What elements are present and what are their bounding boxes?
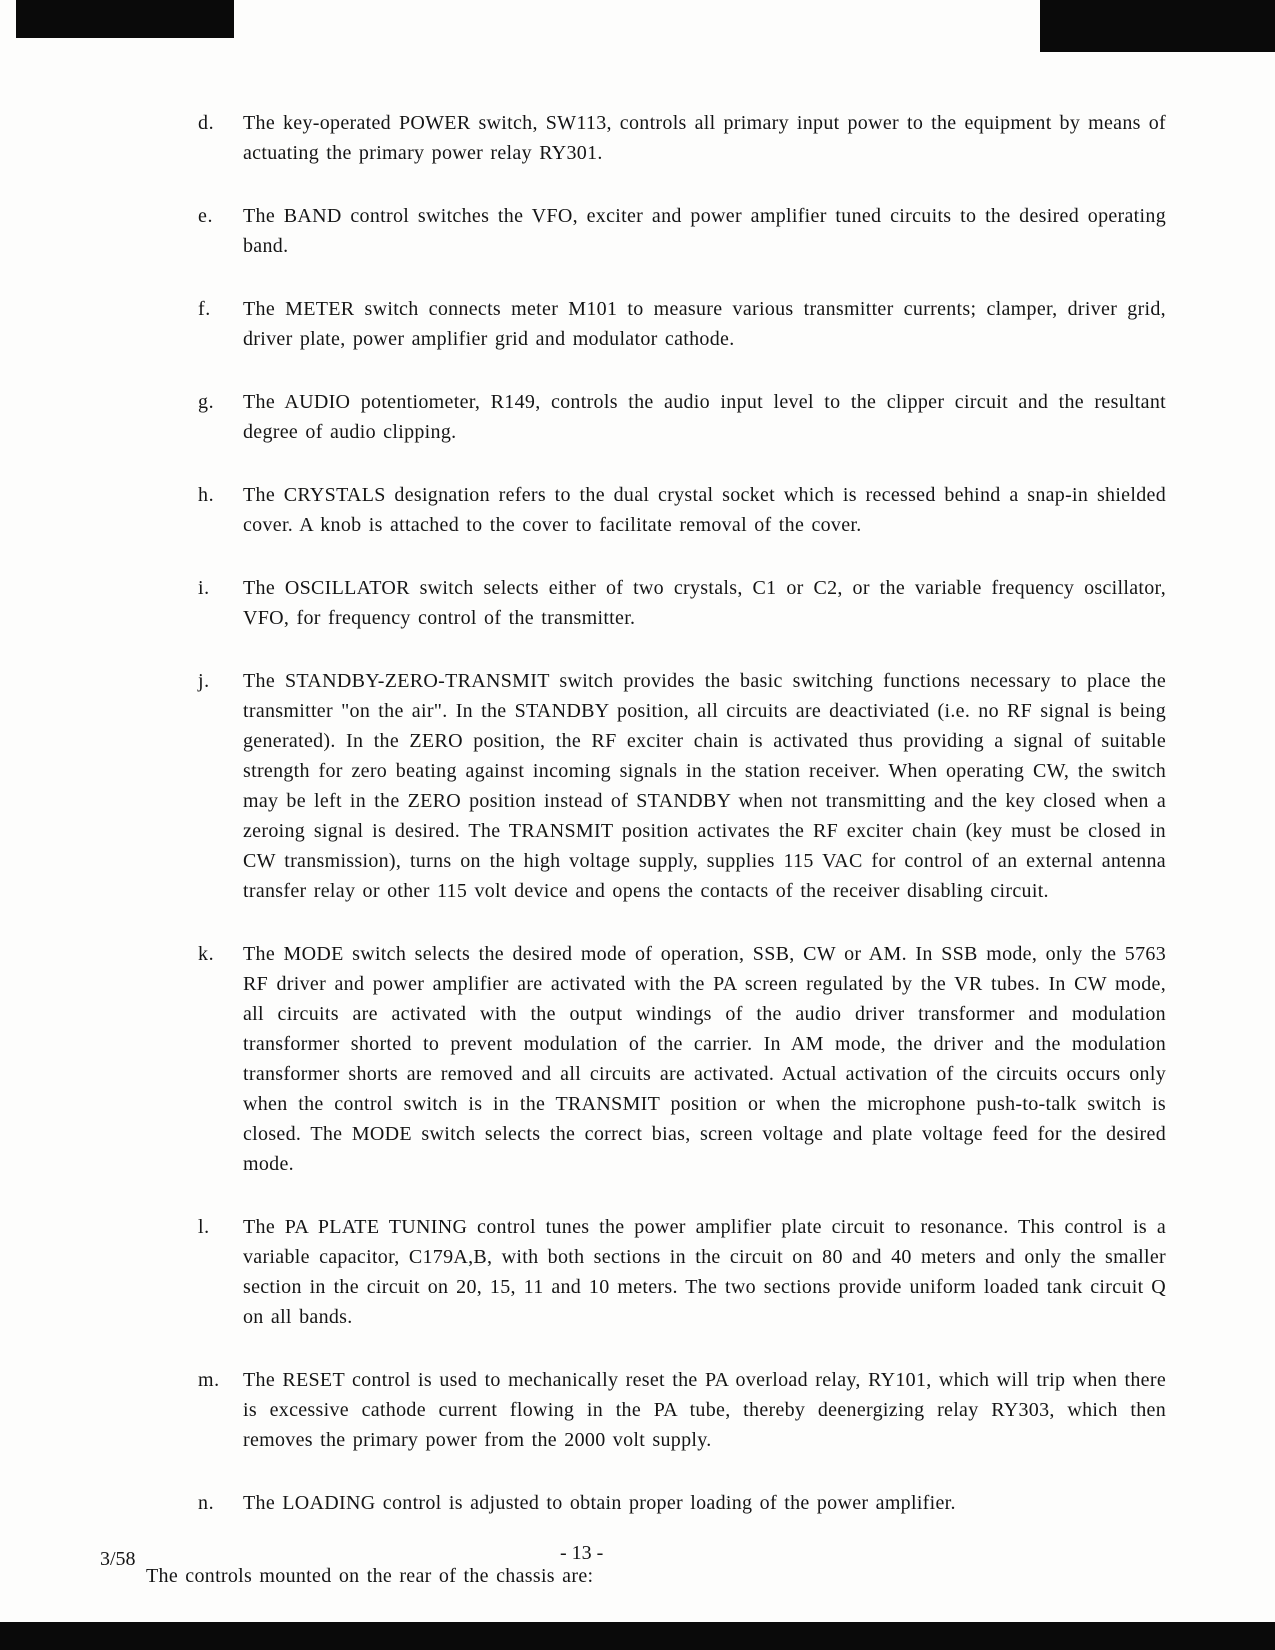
list-item-j (198, 666, 1166, 906)
item-text: The AUDIO potentiometer, R149, controls the audio input level to the clipper circuit and the resultant degree of audio clipping. (243, 391, 1166, 443)
item-letter: g. (198, 391, 215, 413)
list-item-g (198, 387, 1166, 447)
list-item-d (198, 108, 1166, 168)
list-item-h (198, 480, 1166, 540)
item-letter: l. (198, 1216, 210, 1238)
item-text: The BAND control switches the VFO, exciter and power amplifier tuned circuits to the desired operating band. (243, 205, 1166, 257)
list-item-m (198, 1365, 1166, 1455)
page-content (146, 108, 1166, 1591)
item-letter: e. (198, 205, 214, 227)
list-item-e (198, 201, 1166, 261)
list-item-i (198, 573, 1166, 633)
item-text: The RESET control is used to mechanically reset the PA overload relay, RY101, which will trip when there is excessive cathode current flowing in the PA tube, thereby deenergizing relay RY303, which then removes the primary power from the 2000 volt supply. (243, 1369, 1166, 1451)
item-letter: d. (198, 112, 215, 134)
item-text: The MODE switch selects the desired mode of operation, SSB, CW or AM. In SSB mode, only the 5763 RF driver and power amplifier are activated with the PA screen regulated by the VR tubes. In CW mode, all circuits are activated with the output windings of the audio driver transformer and modulation transformer shorted to prevent modulation of the carrier. In AM mode, the driver and the modulation transformer shorts are removed and all circuits are activated. Actual activation of the circuits occurs only when the control switch is in the TRANSMIT position or when the microphone push-to-talk switch is closed. The MODE switch selects the correct bias, screen voltage and plate voltage feed for the desired mode. (243, 943, 1166, 1175)
scan-artifact-top-right (1040, 0, 1275, 52)
item-text: The STANDBY-ZERO-TRANSMIT switch provides the basic switching functions necessary to place the transmitter "on the air". In the STANDBY position, all circuits are deactiviated (i.e. no RF signal is being generated). In the ZERO position, the RF exciter chain is activated thus providing a signal of suitable strength for zero beating against incoming signals in the station receiver. When operating CW, the switch may be left in the ZERO position instead of STANDBY when not transmitting and the key closed when a zeroing signal is desired. The TRANSMIT position activates the RF exciter chain (key must be closed in CW transmission), turns on the high voltage supply, supplies 115 VAC for control of an external antenna transfer relay or other 115 volt device and opens the contacts of the receiver disabling circuit. (243, 670, 1166, 902)
item-text: The CRYSTALS designation refers to the dual crystal socket which is recessed behind a snap-in shielded cover. A knob is attached to the cover to facilitate removal of the cover. (243, 484, 1166, 536)
item-text: The PA PLATE TUNING control tunes the power amplifier plate circuit to resonance. This control is a variable capacitor, C179A,B, with both sections in the circuit on 80 and 40 meters and only the smaller section in the circuit on 20, 15, 11 and 10 meters. The two sections provide uniform loaded tank circuit Q on all bands. (243, 1216, 1166, 1328)
scan-artifact-bottom (0, 1622, 1275, 1650)
item-letter: m. (198, 1369, 220, 1391)
item-text: The METER switch connects meter M101 to measure various transmitter currents; clamper, driver grid, driver plate, power amplifier grid and modulator cathode. (243, 298, 1166, 350)
item-letter: f. (198, 298, 211, 320)
list-item-l (198, 1212, 1166, 1332)
footer-page-number: - 13 - (560, 1542, 604, 1564)
list-item-k (198, 939, 1166, 1179)
closing-line: The controls mounted on the rear of the chassis are: (146, 1565, 594, 1587)
footer-date: 3/58 (100, 1548, 136, 1570)
list-item-n (198, 1488, 1166, 1518)
item-text: The OSCILLATOR switch selects either of two crystals, C1 or C2, or the variable frequency oscillator, VFO, for frequency control of the transmitter. (243, 577, 1166, 629)
item-letter: k. (198, 943, 215, 965)
item-text: The LOADING control is adjusted to obtain proper loading of the power amplifier. (243, 1492, 956, 1514)
item-letter: h. (198, 484, 215, 506)
scan-artifact-top-left (16, 0, 234, 38)
item-letter: j. (198, 670, 210, 692)
item-text: The key-operated POWER switch, SW113, controls all primary input power to the equipment by means of actuating the primary power relay RY301. (243, 112, 1166, 164)
list-item-f (198, 294, 1166, 354)
item-letter: n. (198, 1492, 215, 1514)
item-letter: i. (198, 577, 210, 599)
